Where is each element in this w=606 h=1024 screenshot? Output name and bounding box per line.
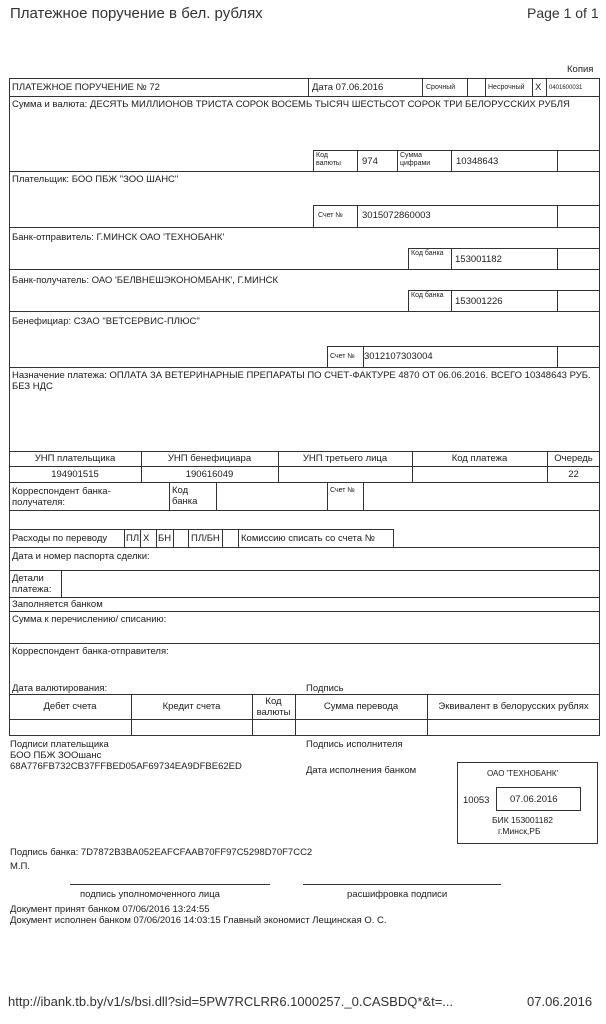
stamp-place-mp: М.П. xyxy=(10,861,31,872)
currency-code-label: Код валюты xyxy=(316,152,341,167)
unp-header-third-party: УНП третьего лица xyxy=(302,453,388,464)
details-label: Детали платежа: xyxy=(12,573,52,595)
stamp-bank-name: ОАО 'ТЕХНОБАНК' xyxy=(487,769,559,778)
corr-sender-label: Корреспондент банка-отправителя: xyxy=(12,646,169,657)
payment-purpose: Назначение платежа: ОПЛАТА ЗА ВЕТЕРИНАРНЫЕ ПРЕПАРАТЫ ПО СЧЕТ-ФАКТУРЕ 4870 ОТ 06.06.2016. ВСЕГО 10348643 РУБ. БЕЗ НДС xyxy=(12,370,591,392)
stamp-bik: БИК 153001182 xyxy=(492,815,553,825)
nonurgent-mark: X xyxy=(535,82,542,93)
sender-bank: Банк-отправитель: Г.МИНСК ОАО 'ТЕХНОБАНК' xyxy=(12,232,225,243)
bank-signature: Подпись банка: 7D7872B3BA052EAFCFAAB70FF97C5298D70F7CC2 xyxy=(10,847,313,858)
payer-account-label: Счет № xyxy=(318,212,343,219)
signature-decode-label: расшифровка подписи xyxy=(347,889,448,900)
commission-label: Комиссию списать со счета № xyxy=(241,533,375,544)
unp-value-payer: 194901515 xyxy=(51,468,99,480)
sender-bank-code-label: Код банка xyxy=(411,250,444,257)
unp-header-priority: Очередь xyxy=(554,453,593,464)
expenses-label: Расходы по переводу xyxy=(12,533,108,544)
stamp-number: 10053 xyxy=(463,795,490,806)
document-accepted: Документ принят банком 07/06/2016 13:24:55 xyxy=(10,904,210,915)
unp-value-beneficiary: 190616049 xyxy=(185,468,234,480)
payer: Плательщик: БОО ПБЖ "ЗОО ШАНС" xyxy=(12,174,179,185)
nonurgent-label: Несрочный xyxy=(488,84,525,91)
copy-label: Копия xyxy=(567,64,594,75)
window-title: Платежное поручение в бел. рублях xyxy=(10,5,263,22)
unp-value-priority: 22 xyxy=(568,468,579,480)
sum-transfer-label: Сумма к перечислению/ списанию: xyxy=(12,614,167,625)
unp-header-payer: УНП плательщика xyxy=(34,453,116,464)
payer-account: 3015072860003 xyxy=(362,210,431,221)
passport-label: Дата и номер паспорта сделки: xyxy=(12,551,150,562)
signature-label: Подпись xyxy=(306,683,344,694)
currency-code-header: Код валюты xyxy=(256,695,291,718)
expenses-option-payer-mark: X xyxy=(143,533,150,544)
sender-bank-code: 153001182 xyxy=(455,254,502,265)
payer-signature-label: Подписи плательщика xyxy=(10,739,109,750)
urgent-label: Срочный xyxy=(426,84,456,91)
corr-bank-code-label: Код банка xyxy=(172,485,198,507)
amount-digits-label: Сумма цифрами xyxy=(400,152,431,167)
unp-value-payment-code xyxy=(412,466,547,482)
execution-date-label: Дата исполнения банком xyxy=(306,765,417,776)
bank-fill-label: Заполняется банком xyxy=(12,599,103,610)
form-title: ПЛАТЕЖНОЕ ПОРУЧЕНИЕ № 72 xyxy=(12,82,160,93)
expenses-option-shared: ПЛ/БН xyxy=(191,533,220,544)
amount-in-words: Сумма и валюта: ДЕСЯТЬ МИЛЛИОНОВ ТРИСТА СОРОК ВОСЕМЬ ТЫСЯЧ ШЕСТЬСОТ СОРОК ТРИ БЕЛОРУССКИХ РУБЛЯ xyxy=(12,99,570,110)
executor-signature-label: Подпись исполнителя xyxy=(306,739,403,750)
receiver-bank-code: 153001226 xyxy=(455,296,503,307)
form-date: Дата 07.06.2016 xyxy=(312,82,384,93)
corr-bank-label: Корреспондент банка-получателя: xyxy=(12,486,111,508)
page-indicator: Page 1 of 1 xyxy=(527,5,599,21)
document-executed: Документ исполнен банком 07/06/2016 14:03:15 Главный экономист Лещинская О. С. xyxy=(10,915,387,926)
credit-header: Кредит счета xyxy=(162,701,221,712)
expenses-option-beneficiary: БН xyxy=(158,533,172,544)
transfer-sum-header: Сумма перевода xyxy=(323,701,399,712)
footer-url: http://ibank.tb.by/v1/s/bsi.dll?sid=5PW7RCLRR6.1000257._0.CASBDQ*&t=... xyxy=(8,994,454,1009)
payer-signature-hash: 68A776FB732CB37FFBED05AF69734EA9DFBE62ED xyxy=(10,761,242,772)
value-date-label: Дата валютирования: xyxy=(12,683,108,694)
receiver-bank-code-label: Код банка xyxy=(411,292,444,299)
unp-value-third-party xyxy=(278,466,412,482)
unp-header-beneficiary: УНП бенефициара xyxy=(167,453,252,464)
stamp-date: 07.06.2016 xyxy=(510,794,558,805)
beneficiary: Бенефициар: СЗАО "ВЕТСЕРВИС-ПЛЮС" xyxy=(12,316,200,327)
byr-equivalent-header: Эквивалент в белорусских рублях xyxy=(438,701,589,712)
form-code: 0401600031 xyxy=(549,85,583,91)
debit-header: Дебет счета xyxy=(43,701,97,712)
corr-account-label: Счет № xyxy=(330,487,355,494)
beneficiary-account-label: Счет № xyxy=(330,353,355,360)
payer-signature-name: БОО ПБЖ ЗООшанс xyxy=(10,750,102,761)
stamp-city: г.Минск,РБ xyxy=(498,826,541,836)
expenses-option-payer: ПЛ xyxy=(126,533,140,544)
authorized-signature-label: подпись уполномоченного лица xyxy=(80,889,220,900)
footer-date: 07.06.2016 xyxy=(527,994,593,1009)
currency-code: 974 xyxy=(362,156,378,167)
beneficiary-account: 3012107303004 xyxy=(364,351,433,362)
unp-header-payment-code: Код платежа xyxy=(451,453,508,464)
receiver-bank: Банк-получатель: ОАО 'БЕЛВНЕШЭКОНОМБАНК', Г.МИНСК xyxy=(12,275,279,286)
amount-digits: 10348643 xyxy=(456,156,499,167)
